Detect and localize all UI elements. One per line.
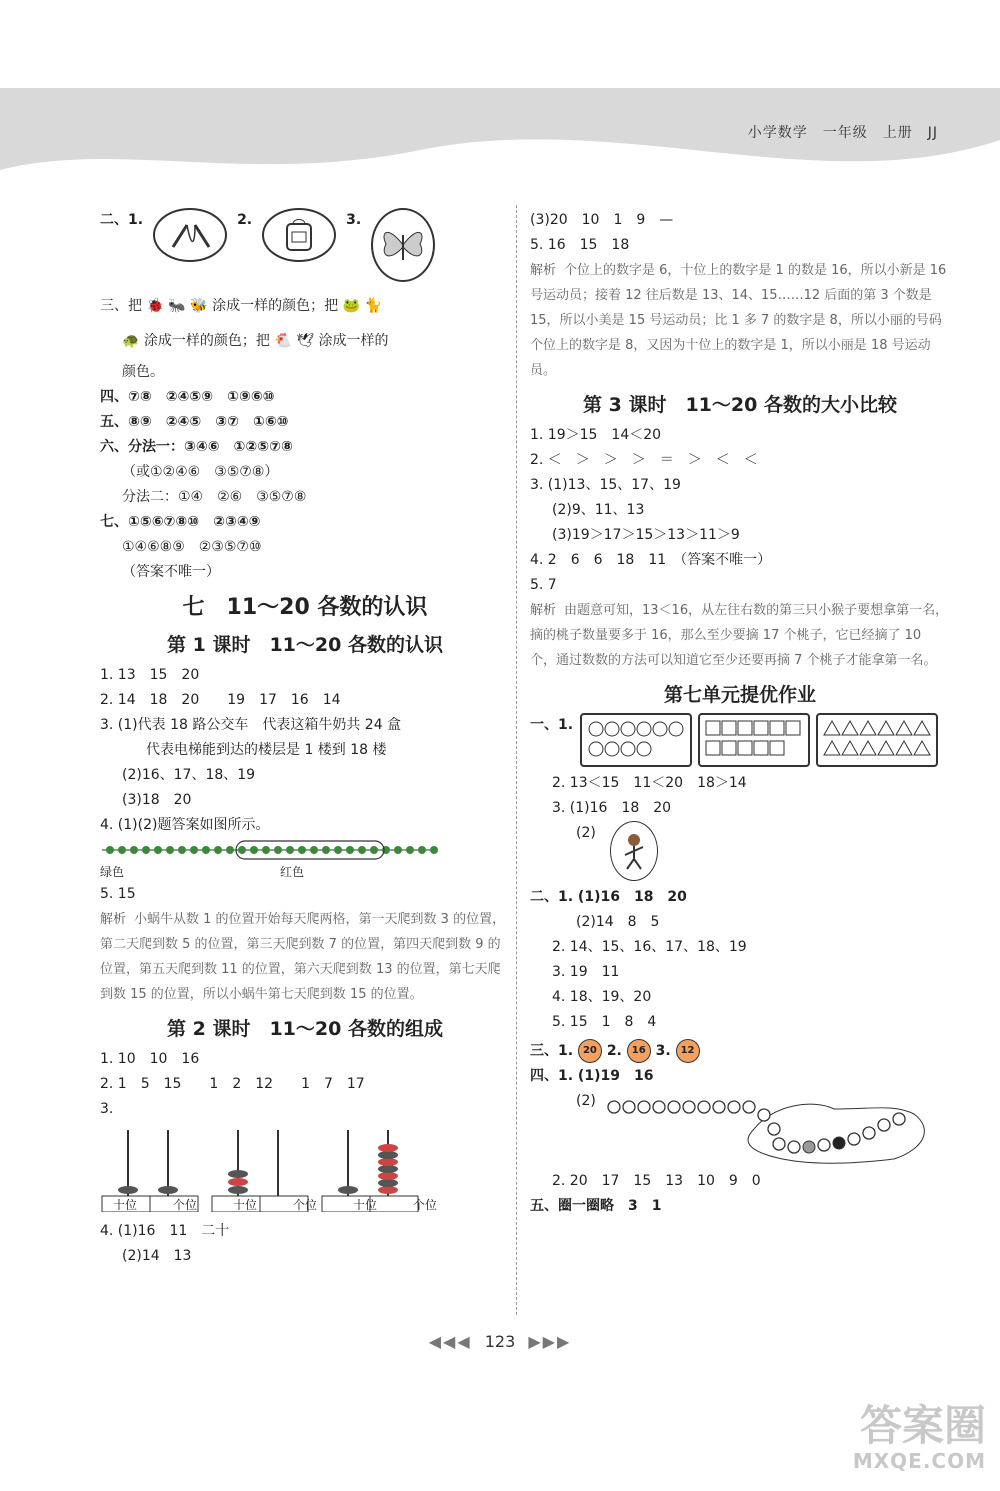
q2-label-3: 3. <box>346 212 362 228</box>
hw3-label-3: 3. <box>655 1043 671 1059</box>
watermark-logo: 答案圈 <box>859 1401 986 1450</box>
turtle-icon: 🐢 <box>122 333 140 349</box>
hw4-label-2: (2) <box>576 1093 596 1109</box>
lesson3-answer: 2. ＜ ＞ ＞ ＞ ＝ ＞ ＜ ＜ <box>530 452 758 468</box>
hw-answer: 2. 13＜15 11＜20 18＞14 <box>552 775 747 791</box>
book-title: 小学数学 一年级 上册 JJ <box>747 125 938 141</box>
abacus-tens-label: 十位 <box>112 1198 137 1212</box>
unit-homework-title: 第七单元提优作业 <box>663 684 816 706</box>
bead-label-red: 红色 <box>280 865 305 879</box>
left-arrows-icon: ◀◀◀ <box>428 1332 472 1351</box>
lesson3-answer: 5. 7 <box>530 577 557 593</box>
lesson1-answer: (3)18 20 <box>122 792 192 808</box>
lesson3-title: 第 3 课时 11～20 各数的大小比较 <box>583 394 897 416</box>
apple-icon: 20 <box>578 1039 602 1063</box>
triangles-box <box>816 713 938 767</box>
q3-line-3: 颜色。 <box>122 364 164 380</box>
lesson1-answer: 4. (1)(2)题答案如图所示。 <box>100 817 270 833</box>
lesson3-answer: 4. 2 6 6 18 11 （答案不唯一） <box>530 552 772 568</box>
explanation-label: 解析 <box>100 912 127 927</box>
lesson3-answer: (2)9、11、13 <box>552 502 645 518</box>
lesson1-title: 第 1 课时 11～20 各数的认识 <box>167 634 443 656</box>
ladybug-icon: 🐞 <box>146 298 164 314</box>
q3-text-a: 三、把 <box>100 298 142 314</box>
hw2-answer: 4. 18、19、20 <box>552 989 652 1005</box>
q3-text-b: 涂成一样的颜色；把 <box>212 298 339 314</box>
q2-label-2: 2. <box>237 212 253 228</box>
butterfly-icon <box>371 208 435 282</box>
lesson2-q4b: (2)14 13 <box>122 1248 192 1264</box>
q2-pictures <box>100 208 510 288</box>
lesson1-answer: 代表电梯能到达的楼层是 1 楼到 18 楼 <box>146 742 387 758</box>
bead-string <box>100 838 510 882</box>
lesson3-answer: (3)19＞17＞15＞13＞11＞9 <box>552 527 740 543</box>
apple-icon: 16 <box>627 1039 651 1063</box>
circles-box <box>580 713 692 767</box>
hw-answer: 3. (1)16 18 20 <box>552 800 672 816</box>
bird-icon: 🕊 <box>296 333 315 349</box>
ant-icon: 🐜 <box>168 298 186 314</box>
q3-text-c: 涂成一样的颜色；把 <box>143 333 270 349</box>
lesson2-q4a: 4. (1)16 11 二十 <box>100 1223 230 1239</box>
hw1-boxes <box>530 713 950 767</box>
abacus-ones-label: 个位 <box>292 1198 317 1212</box>
watermark <box>853 1403 986 1473</box>
hw3-label-2: 2. <box>606 1043 622 1059</box>
explanation-text: 小蜗牛从数 1 的位置开始每天爬两格，第一天爬到数 3 的位置，第二天爬到数 5 的位置，第三天爬到数 7 的位置，第四天爬到数 9 的位置，第五天爬到数 11 的位置，第六天爬到数 13 的位置，第七天爬到数 15 的位置，所以小蜗牛第七天爬到数 15 的位置。 <box>100 912 506 1002</box>
q3-line-2 <box>100 329 510 354</box>
lesson1-answer: 1. 13 15 20 <box>100 667 200 683</box>
page-footer <box>0 1332 1000 1351</box>
hw4-answer: 四、1. (1)19 16 <box>530 1068 654 1084</box>
q4-answer: 四、⑦⑧ ②④⑤⑨ ①⑨⑥⑩ <box>100 389 275 405</box>
backpack-icon <box>262 208 336 262</box>
q6-answer-a: 六、分法一：③④⑥ ①②⑤⑦⑧ <box>100 439 293 455</box>
header-wave <box>0 0 1000 200</box>
column-divider <box>516 205 517 1315</box>
bead-string-graphic <box>100 838 440 862</box>
explanation-label: 解析 <box>530 603 557 618</box>
explanation-text: 由题意可知，13＜16，从左往右数的第三只小猴子要想拿第一名，摘的桃子数量要多于 16，那么至少要摘 17 个桃子，它已经摘了 10 个，通过数数的方法可以知道它至少还要再摘 7 个桃子才能拿第一名。 <box>530 603 949 668</box>
running-boy-icon <box>610 821 658 881</box>
q5-answer: 五、⑧⑨ ②④⑤ ③⑦ ①⑥⑩ <box>100 414 289 430</box>
jump-rope-icon <box>153 208 227 262</box>
right-arrows-icon: ▶▶▶ <box>528 1332 572 1351</box>
lesson2-answer: 1. 10 10 16 <box>100 1051 200 1067</box>
abacus-tens-label: 十位 <box>232 1198 257 1212</box>
bead-label-green: 绿色 <box>100 865 125 879</box>
hw-q3-2-label: (2) <box>576 825 596 841</box>
left-column <box>100 208 510 1269</box>
lesson3-answer: 3. (1)13、15、17、19 <box>530 477 681 493</box>
abacus-ones-label: 个位 <box>172 1198 197 1212</box>
hen-icon: 🐔 <box>274 333 292 349</box>
apple-icon: 12 <box>676 1039 700 1063</box>
hw3-label: 三、1. <box>530 1043 574 1059</box>
q6-answer-c: 分法二：①④ ②⑥ ③⑤⑦⑧ <box>122 489 307 505</box>
hw1-label: 一、1. <box>530 717 574 733</box>
q6-answer-b: （或①②④⑥ ③⑤⑦⑧） <box>122 464 279 480</box>
hw2-answer: (2)14 8 5 <box>576 914 660 930</box>
right-top-answer: 5. 16 15 18 <box>530 237 630 253</box>
hw5-answer: 五、圈一圈略 3 1 <box>530 1198 662 1214</box>
lesson2-title: 第 2 课时 11～20 各数的组成 <box>167 1018 443 1040</box>
lesson1-explanation <box>100 907 510 1007</box>
abacus-tens-label: 十位 <box>352 1198 377 1212</box>
unit-title: 七 11～20 各数的认识 <box>182 595 428 620</box>
hw4-bead-path <box>530 1089 950 1169</box>
q7-answer-c: （答案不唯一） <box>122 564 220 580</box>
q7-answer-a: 七、①⑤⑥⑦⑧⑩ ②③④⑨ <box>100 514 261 530</box>
q2-label-1: 二、1. <box>100 212 144 228</box>
lesson1-q5: 5. 15 <box>100 886 136 902</box>
lesson2-answer: 3. <box>100 1101 114 1117</box>
bead-path-graphic <box>604 1089 934 1165</box>
lesson3-answer: 1. 19＞15 14＜20 <box>530 427 662 443</box>
lesson1-answer: 3. (1)代表 18 路公交车 代表这箱牛奶共 24 盒 <box>100 717 402 733</box>
right-column <box>530 208 950 1219</box>
bee-icon: 🐝 <box>190 298 208 314</box>
abacus-ones-label: 个位 <box>412 1198 437 1212</box>
explanation-text: 个位上的数字是 6，十位上的数字是 1 的数是 16，所以小新是 16 号运动员；接着 12 往后数是 13、14、15……12 后面的第 3 个数是 15，所以小美是 15 号运动员；比 1 多 7 的数字是 8，所以小丽的号码个位上的数字是 8，又因为十位上的数字是 1，所以小丽是 18 号运动员。 <box>530 263 947 378</box>
right-top-answer: (3)20 10 1 9 — <box>530 212 674 228</box>
q3-line-1 <box>100 294 510 319</box>
explanation-label: 解析 <box>530 263 557 278</box>
frog-icon: 🐸 <box>342 298 361 314</box>
hw2-answer: 5. 15 1 8 4 <box>552 1014 657 1030</box>
hw4-answer-2: 2. 20 17 15 13 10 9 0 <box>552 1173 761 1189</box>
hw3-answers <box>530 1039 950 1064</box>
page-number: 123 <box>484 1332 516 1351</box>
header-band <box>0 0 1000 200</box>
lesson1-answer: 2. 14 18 20 19 17 16 14 <box>100 692 341 708</box>
watermark-url: MXQE.COM <box>852 1449 986 1473</box>
hw2-answer: 二、1. (1)16 18 20 <box>530 889 687 905</box>
hw2-answer: 3. 19 11 <box>552 964 620 980</box>
cat-icon: 🐈 <box>364 298 382 314</box>
hw-q3-2 <box>530 821 950 885</box>
q7-answer-b: ①④⑥⑧⑨ ②③⑤⑦⑩ <box>122 539 262 555</box>
q3-text-d: 涂成一样的 <box>318 333 389 349</box>
lesson1-answer: (2)16、17、18、19 <box>122 767 256 783</box>
explanation-1 <box>530 258 950 383</box>
lesson2-answer: 2. 1 5 15 1 2 12 1 7 17 <box>100 1076 365 1092</box>
squares-box <box>698 713 810 767</box>
hw2-answer: 2. 14、15、16、17、18、19 <box>552 939 747 955</box>
explanation-2 <box>530 598 950 673</box>
